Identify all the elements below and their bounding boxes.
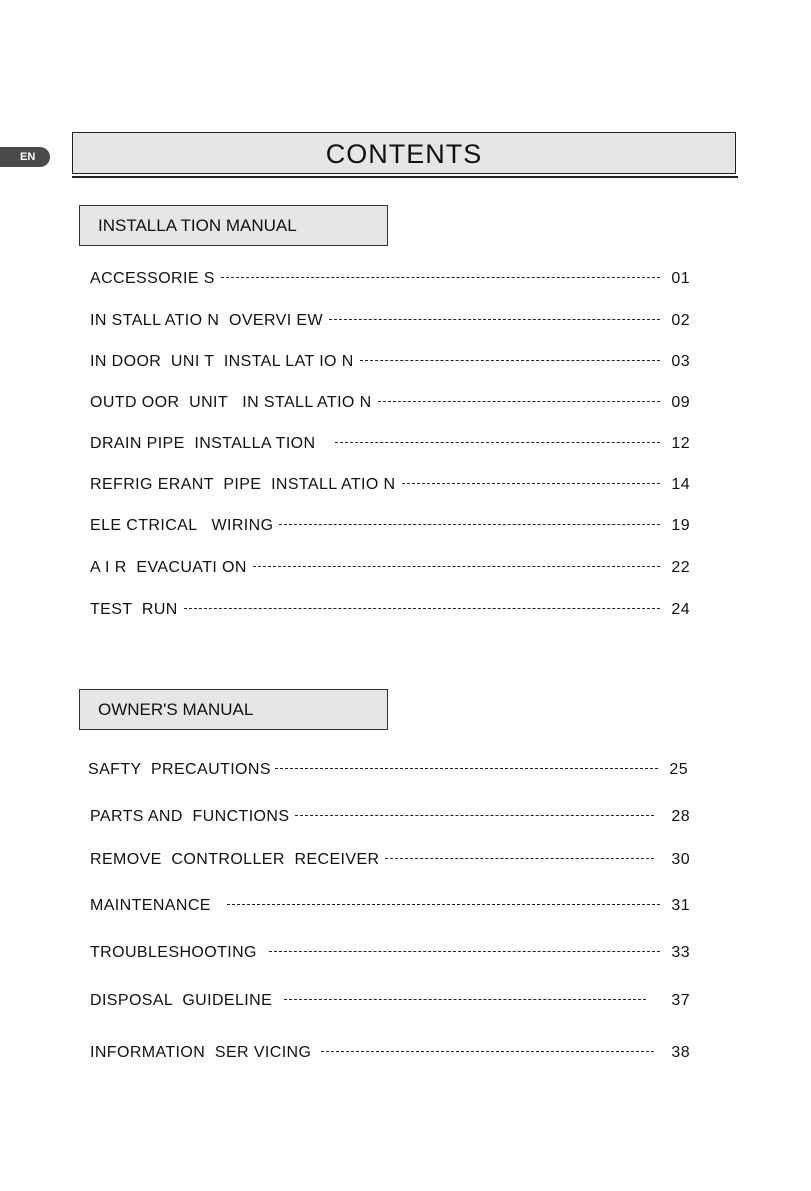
toc-leader — [295, 815, 654, 816]
section-heading-owners-manual: OWNER'S MANUAL — [79, 689, 388, 730]
toc-entry-accessories[interactable] — [90, 267, 690, 291]
title-divider — [72, 176, 738, 178]
toc-entry-label: OUTD OOR UNIT IN STALL ATIO N — [90, 394, 372, 411]
toc-page-number: 09 — [671, 394, 690, 411]
toc-leader — [184, 608, 660, 609]
toc-leader — [378, 401, 660, 402]
toc-entry-information-servicing[interactable] — [90, 1041, 690, 1065]
toc-entry-label: TEST RUN — [90, 601, 178, 618]
toc-entry-indoor-unit-installation[interactable] — [90, 350, 690, 374]
toc-leader — [360, 360, 660, 361]
toc-entry-safety-precautions[interactable] — [88, 758, 688, 782]
toc-entry-label: DRAIN PIPE INSTALLA TION — [90, 435, 316, 452]
toc-entry-troubleshooting[interactable] — [90, 941, 690, 965]
toc-entry-disposal-guideline[interactable] — [90, 989, 690, 1013]
toc-entry-label: TROUBLESHOOTING — [90, 944, 257, 961]
language-tab — [0, 147, 50, 167]
toc-entry-maintenance[interactable] — [90, 894, 690, 918]
toc-entry-label: INFORMATION SER VICING — [90, 1044, 312, 1061]
toc-entry-electrical-wiring[interactable] — [90, 514, 690, 538]
toc-page-number: 33 — [671, 944, 690, 961]
toc-page-number: 19 — [671, 517, 690, 534]
toc-page-number: 02 — [671, 312, 690, 329]
toc-entry-refrigerant-pipe-installation[interactable] — [90, 473, 690, 497]
toc-leader — [402, 483, 660, 484]
toc-page-number: 25 — [669, 761, 688, 778]
toc-entry-drain-pipe-installation[interactable] — [90, 432, 690, 456]
toc-leader — [321, 1051, 654, 1052]
toc-leader — [329, 319, 660, 320]
toc-page-number: 01 — [671, 270, 690, 287]
toc-entry-test-run[interactable] — [90, 598, 690, 622]
toc-entry-label: SAFTY PRECAUTIONS — [88, 761, 271, 778]
toc-leader — [335, 442, 660, 443]
toc-leader — [227, 904, 660, 905]
toc-leader — [385, 858, 654, 859]
toc-page-number: 24 — [671, 601, 690, 618]
toc-entry-installation-overview[interactable] — [90, 309, 690, 333]
toc-entry-label: ACCESSORIE S — [90, 270, 215, 287]
toc-leader — [279, 524, 660, 525]
toc-entry-label: REMOVE CONTROLLER RECEIVER — [90, 851, 380, 868]
toc-entry-label: IN DOOR UNI T INSTAL LAT IO N — [90, 353, 354, 370]
toc-leader — [269, 951, 660, 952]
section-heading-installation-manual: INSTALLA TION MANUAL — [79, 205, 388, 246]
toc-leader — [284, 999, 646, 1000]
toc-leader — [221, 277, 660, 278]
toc-entry-remove-controller-receiver[interactable] — [90, 848, 690, 872]
toc-page-number: 22 — [671, 559, 690, 576]
page-title: CONTENTS — [72, 132, 736, 174]
toc-entry-parts-and-functions[interactable] — [90, 805, 690, 829]
toc-page-number: 37 — [671, 992, 690, 1009]
toc-entry-label: ELE CTRICAL WIRING — [90, 517, 274, 534]
toc-page-number: 30 — [671, 851, 690, 868]
toc-entry-label: MAINTENANCE — [90, 897, 211, 914]
toc-entry-outdoor-unit-installation[interactable] — [90, 391, 690, 415]
toc-page-number: 03 — [671, 353, 690, 370]
toc-leader — [275, 768, 658, 769]
toc-entry-label: DISPOSAL GUIDELINE — [90, 992, 273, 1009]
language-tab-label: EN — [20, 151, 36, 163]
toc-entry-label: IN STALL ATIO N OVERVI EW — [90, 312, 323, 329]
toc-page-number: 31 — [671, 897, 690, 914]
toc-entry-label: REFRIG ERANT PIPE INSTALL ATIO N — [90, 476, 396, 493]
toc-leader — [253, 566, 660, 567]
toc-entry-air-evacuation[interactable] — [90, 556, 690, 580]
toc-page-number: 38 — [671, 1044, 690, 1061]
toc-entry-label: PARTS AND FUNCTIONS — [90, 808, 290, 825]
toc-entry-label: A I R EVACUATI ON — [90, 559, 247, 576]
toc-page-number: 12 — [671, 435, 690, 452]
toc-page-number: 28 — [671, 808, 690, 825]
toc-page-number: 14 — [671, 476, 690, 493]
